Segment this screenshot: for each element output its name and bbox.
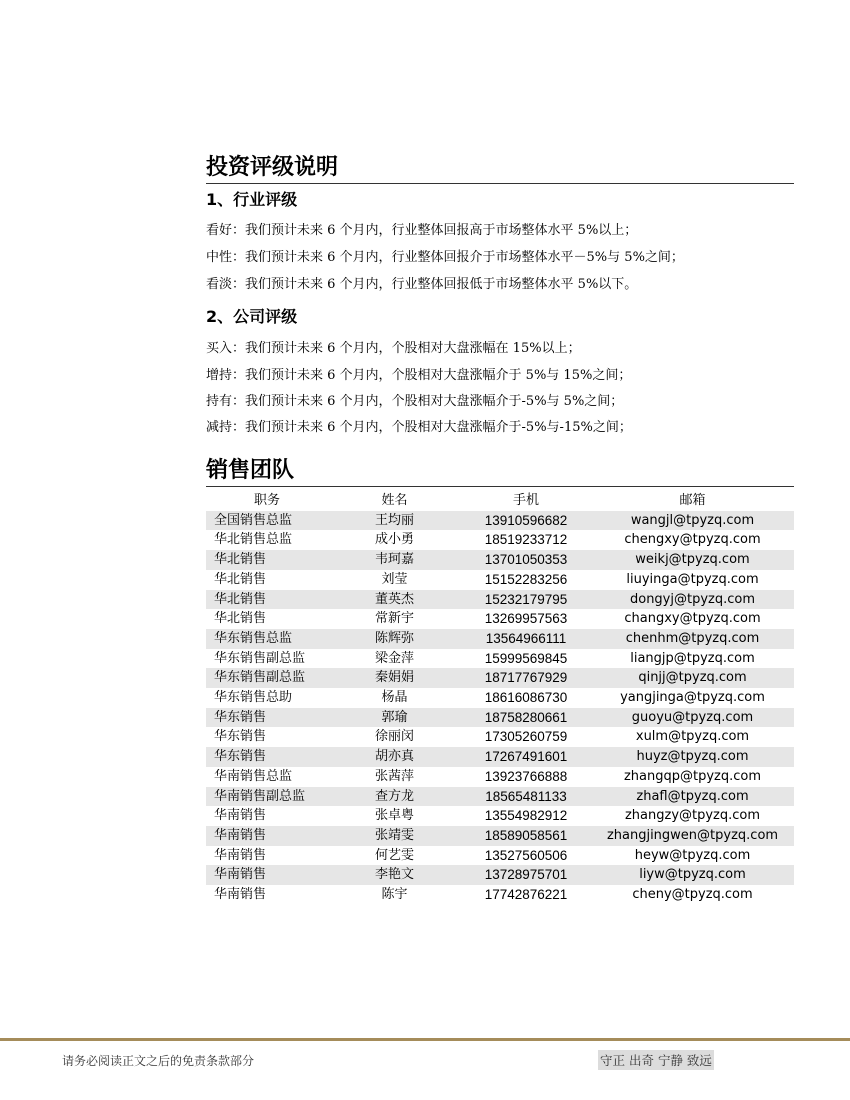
cell-role: 华北销售总监 (214, 532, 293, 548)
table-body (206, 511, 794, 905)
cell-email: zhangjingwen@tpyzq.com (591, 826, 794, 846)
table-row (206, 826, 794, 846)
cell-email: zhangzy@tpyzq.com (624, 808, 761, 824)
table-row (206, 727, 794, 747)
cell-role: 华东销售 (206, 747, 328, 767)
cell-role: 华北销售 (214, 571, 267, 587)
industry-rating-line: 中性：我们预计未来 6 个月内，行业整体回报介于市场整体水平－5%与 5%之间； (206, 250, 684, 265)
table-row (206, 550, 794, 570)
table-row (206, 609, 794, 629)
cell-role: 华南销售 (214, 808, 267, 824)
table-row (206, 885, 794, 905)
table-row (206, 865, 794, 885)
cell-name: 郭瑜 (328, 708, 461, 728)
cell-phone: 18519233712 (484, 532, 568, 548)
cell-role: 华南销售总监 (214, 768, 293, 784)
cell-phone: 13910596682 (461, 511, 591, 531)
table-row (206, 530, 794, 550)
cell-role: 华东销售 (206, 708, 328, 728)
cell-name: 何艺雯 (374, 847, 414, 863)
cell-email: chengxy@tpyzq.com (624, 532, 761, 548)
footer-motto: 守正 出奇 宁静 致远 (598, 1050, 714, 1070)
cell-email: weikj@tpyzq.com (591, 550, 794, 570)
cell-name: 张卓粤 (374, 808, 414, 824)
cell-email: huyz@tpyzq.com (591, 747, 794, 767)
company-rating-line: 持有：我们预计未来 6 个月内，个股相对大盘涨幅介于-5%与 5%之间； (206, 394, 624, 409)
cell-role: 华南销售 (206, 865, 328, 885)
industry-rating-line: 看淡：我们预计未来 6 个月内，行业整体回报低于市场整体水平 5%以下。 (206, 277, 638, 292)
cell-phone: 18616086730 (484, 690, 568, 706)
cell-role: 全国销售总监 (206, 511, 328, 531)
cell-phone: 13564966111 (461, 629, 591, 649)
cell-role: 华北销售 (206, 590, 328, 610)
cell-phone: 18565481133 (461, 787, 591, 807)
cell-name: 董英杰 (328, 590, 461, 610)
cell-name: 韦珂嘉 (328, 550, 461, 570)
cell-role: 华东销售 (214, 729, 267, 745)
cell-role: 华南销售副总监 (206, 787, 328, 807)
cell-name: 张靖雯 (328, 826, 461, 846)
industry-rating-heading: 1、行业评级 (206, 190, 298, 209)
industry-rating-line: 看好：我们预计未来 6 个月内，行业整体回报高于市场整体水平 5%以上； (206, 223, 638, 238)
cell-email: changxy@tpyzq.com (624, 611, 761, 627)
cell-phone: 13527560506 (484, 847, 568, 863)
cell-role: 华南销售 (206, 826, 328, 846)
cell-email: liangjp@tpyzq.com (630, 650, 755, 666)
cell-name: 查方龙 (328, 787, 461, 807)
cell-email: cheny@tpyzq.com (632, 887, 753, 903)
cell-phone: 13554982912 (484, 808, 568, 824)
cell-name: 徐丽闵 (374, 729, 414, 745)
cell-name: 陈辉弥 (328, 629, 461, 649)
cell-name: 王均丽 (328, 511, 461, 531)
table-row (206, 590, 794, 610)
header-phone: 手机 (512, 493, 539, 508)
table-row (206, 767, 794, 787)
table-row (206, 570, 794, 590)
cell-name: 梁金萍 (374, 650, 414, 666)
cell-email: zhangqp@tpyzq.com (623, 768, 762, 784)
table-row (206, 511, 794, 531)
cell-phone: 15152283256 (484, 571, 568, 587)
cell-email: zhafl@tpyzq.com (591, 787, 794, 807)
cell-role: 华南销售 (214, 847, 267, 863)
table-row (206, 747, 794, 767)
company-rating-line: 减持：我们预计未来 6 个月内，个股相对大盘涨幅介于-5%与-15%之间； (206, 420, 632, 435)
header-name: 姓名 (381, 493, 408, 508)
cell-name: 李艳文 (328, 865, 461, 885)
table-row (206, 806, 794, 826)
table-row (206, 629, 794, 649)
cell-name: 常新宇 (374, 611, 414, 627)
cell-role: 华东销售总监 (206, 629, 328, 649)
cell-role: 华东销售副总监 (206, 668, 328, 688)
cell-name: 刘莹 (381, 571, 408, 587)
cell-phone: 17305260759 (484, 729, 568, 745)
cell-email: heyw@tpyzq.com (634, 847, 751, 863)
sales-section-title: 销售团队 (206, 458, 794, 487)
cell-email: qinjj@tpyzq.com (591, 668, 794, 688)
cell-phone: 18589058561 (461, 826, 591, 846)
table-row (206, 649, 794, 669)
footer-divider (0, 1038, 850, 1041)
cell-phone: 18717767929 (461, 668, 591, 688)
table-row (206, 708, 794, 728)
cell-email: yangjinga@tpyzq.com (620, 690, 765, 706)
cell-phone: 17267491601 (461, 747, 591, 767)
header-email: 邮箱 (679, 493, 706, 508)
cell-name: 张茜萍 (374, 768, 414, 784)
cell-role: 华北销售 (206, 550, 328, 570)
sales-team-table (206, 491, 794, 905)
table-row (206, 668, 794, 688)
cell-phone: 13728975701 (461, 865, 591, 885)
cell-email: guoyu@tpyzq.com (591, 708, 794, 728)
company-rating-line: 买入：我们预计未来 6 个月内，个股相对大盘涨幅在 15%以上； (206, 341, 581, 356)
cell-name: 成小勇 (374, 532, 414, 548)
cell-phone: 13701050353 (461, 550, 591, 570)
cell-email: liyw@tpyzq.com (591, 865, 794, 885)
cell-name: 陈宇 (381, 887, 408, 903)
company-rating-heading: 2、公司评级 (206, 307, 298, 326)
table-header-row (206, 491, 794, 511)
cell-role: 华东销售副总监 (214, 650, 306, 666)
footer-disclaimer: 请务必阅读正文之后的免责条款部分 (62, 1054, 255, 1068)
rating-section-title: 投资评级说明 (206, 155, 794, 184)
company-rating-line: 增持：我们预计未来 6 个月内，个股相对大盘涨幅介于 5%与 15%之间； (206, 368, 632, 383)
table-row (206, 787, 794, 807)
cell-role: 华南销售 (214, 887, 267, 903)
header-role: 职务 (253, 493, 280, 508)
cell-phone: 18758280661 (461, 708, 591, 728)
cell-role: 华东销售总助 (214, 690, 293, 706)
cell-email: liuyinga@tpyzq.com (626, 571, 759, 587)
cell-phone: 13269957563 (484, 611, 568, 627)
cell-phone: 13923766888 (484, 768, 568, 784)
cell-email: wangjl@tpyzq.com (591, 511, 794, 531)
cell-name: 胡亦真 (328, 747, 461, 767)
table-row (206, 688, 794, 708)
cell-email: chenhm@tpyzq.com (591, 629, 794, 649)
cell-role: 华北销售 (214, 611, 267, 627)
cell-email: dongyj@tpyzq.com (591, 590, 794, 610)
table-row (206, 846, 794, 866)
cell-name: 秦娟娟 (328, 668, 461, 688)
cell-name: 杨晶 (381, 690, 408, 706)
cell-email: xulm@tpyzq.com (635, 729, 750, 745)
cell-phone: 15232179795 (461, 590, 591, 610)
cell-phone: 17742876221 (484, 887, 568, 903)
cell-phone: 15999569845 (484, 650, 568, 666)
